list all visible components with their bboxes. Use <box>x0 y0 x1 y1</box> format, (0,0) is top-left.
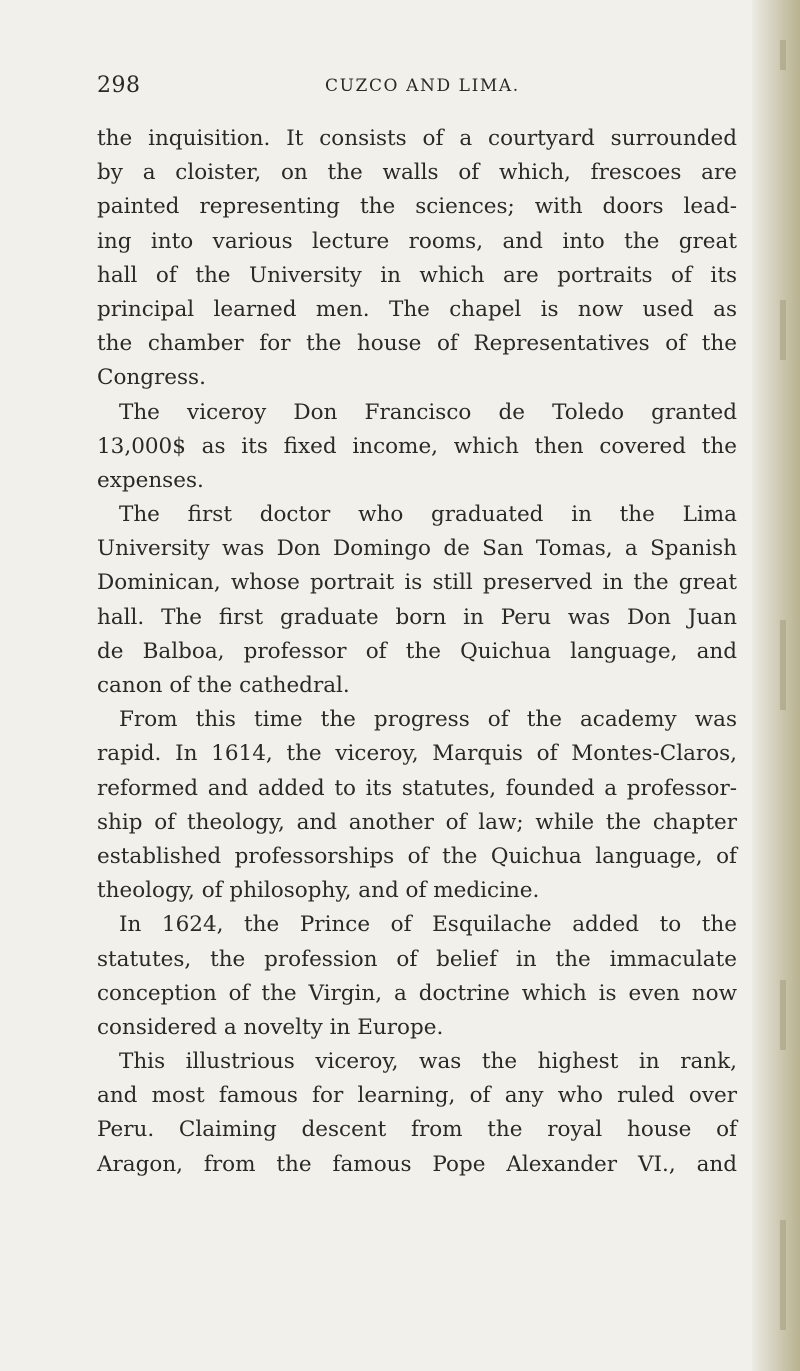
text-line: hall. The first graduate born in Peru was Don Juan <box>97 604 737 630</box>
running-head: CUZCO AND LIMA. <box>325 76 520 96</box>
text-line: This illustrious viceroy, was the highest in rank, <box>119 1049 737 1075</box>
edge-stain <box>780 300 786 360</box>
body-text <box>97 122 737 1182</box>
text-line: principal learned men. The chapel is now used as <box>97 296 737 322</box>
text-line: de Balboa, professor of the Quichua language, and <box>97 638 737 664</box>
text-line: established professorships of the Quichua language, of <box>97 843 737 869</box>
text-line: painted representing the sciences; with doors lead- <box>97 194 737 220</box>
text-line: the chamber for the house of Representatives of the <box>97 331 737 357</box>
text-line: by a cloister, on the walls of which, frescoes are <box>97 160 737 186</box>
text-line: 13,000$ as its fixed income, which then covered the <box>97 433 737 459</box>
text-line: The viceroy Don Francisco de Toledo granted <box>119 399 737 425</box>
edge-stain <box>780 620 786 710</box>
text-line: From this time the progress of the academy was <box>119 707 737 733</box>
edge-stain <box>780 1220 786 1330</box>
text-line: University was Don Domingo de San Tomas, a Spanish <box>97 536 737 562</box>
text-line: In 1624, the Prince of Esquilache added to the <box>119 912 737 938</box>
text-line: statutes, the profession of belief in the immaculate <box>97 946 737 972</box>
text-line: ship of theology, and another of law; while the chapter <box>97 809 737 835</box>
text-line: and most famous for learning, of any who ruled over <box>97 1083 737 1109</box>
text-line: hall of the University in which are portraits of its <box>97 262 737 288</box>
edge-stain <box>780 980 786 1050</box>
text-line: the inquisition. It consists of a courtyard surrounded <box>97 126 737 151</box>
text-line: Aragon, from the famous Pope Alexander VI., and <box>97 1151 737 1177</box>
text-line: canon of the cathedral. <box>97 673 350 698</box>
text-line: ing into various lecture rooms, and into the great <box>97 228 737 254</box>
page-header <box>0 73 760 103</box>
text-line: reformed and added to its statutes, founded a professor- <box>97 775 737 801</box>
text-line: Dominican, whose portrait is still preserved in the great <box>97 570 737 596</box>
text-line: expenses. <box>97 467 204 493</box>
text-line: Congress. <box>97 365 206 391</box>
text-line: rapid. In 1614, the viceroy, Marquis of Montes-Claros, <box>97 741 737 767</box>
page-number: 298 <box>97 73 141 98</box>
text-line: The first doctor who graduated in the Lima <box>119 502 737 528</box>
edge-stain <box>780 40 786 70</box>
text-line: theology, of philosophy, and of medicine. <box>97 878 540 904</box>
text-line: Peru. Claiming descent from the royal house of <box>97 1117 737 1143</box>
text-line: conception of the Virgin, a doctrine which is even now <box>97 980 737 1006</box>
page-edge-shadow <box>752 0 800 1371</box>
text-line: considered a novelty in Europe. <box>97 1014 444 1040</box>
